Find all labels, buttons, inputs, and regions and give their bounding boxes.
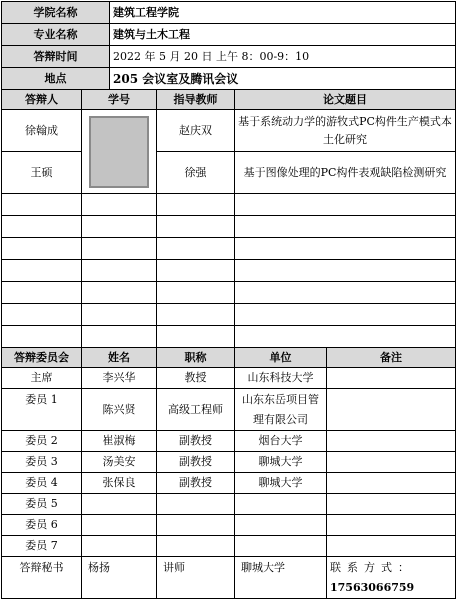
major-label: 专业名称 <box>2 24 110 46</box>
students-header-defender: 答辩人 <box>2 90 82 110</box>
empty-cell <box>235 238 456 260</box>
students-header-id: 学号 <box>82 90 157 110</box>
secretary-rank: 讲师 <box>157 557 235 599</box>
student-thesis-title: 基于系统动力学的游牧式PC构件生产模式本土化研究 <box>235 110 456 152</box>
student-advisor: 徐强 <box>157 152 235 194</box>
empty-cell <box>157 238 235 260</box>
student-name: 徐翰成 <box>2 110 82 152</box>
empty-cell <box>2 238 82 260</box>
committee-notes <box>327 473 456 494</box>
committee-role: 委员 6 <box>2 515 82 536</box>
committee-role: 主席 <box>2 368 82 389</box>
empty-cell <box>2 326 82 348</box>
committee-unit <box>235 536 327 557</box>
empty-cell <box>235 304 456 326</box>
empty-cell <box>157 304 235 326</box>
committee-role: 委员 7 <box>2 536 82 557</box>
secretary-name: 杨扬 <box>82 557 157 599</box>
students-table <box>1 89 456 348</box>
empty-cell <box>157 326 235 348</box>
student-id-cell <box>82 110 157 194</box>
empty-cell <box>157 216 235 238</box>
committee-header-notes: 备注 <box>327 348 456 368</box>
committee-notes <box>327 431 456 452</box>
empty-cell <box>82 216 157 238</box>
place-value: 205 会议室及腾讯会议 <box>110 68 456 90</box>
students-header-title: 论文题目 <box>235 90 456 110</box>
committee-rank: 高级工程师 <box>157 389 235 431</box>
defense-schedule-sheet <box>1 1 455 613</box>
student-name: 王硕 <box>2 152 82 194</box>
secretary-role: 答辩秘书 <box>2 557 82 599</box>
secretary-contact <box>327 557 456 599</box>
committee-unit: 聊城大学 <box>235 452 327 473</box>
committee-name: 汤美安 <box>82 452 157 473</box>
committee-rank <box>157 494 235 515</box>
committee-notes <box>327 452 456 473</box>
committee-notes <box>327 368 456 389</box>
empty-cell <box>2 304 82 326</box>
students-header-advisor: 指导教师 <box>157 90 235 110</box>
empty-cell <box>235 326 456 348</box>
empty-cell <box>82 282 157 304</box>
committee-role: 委员 4 <box>2 473 82 494</box>
committee-header-unit: 单位 <box>235 348 327 368</box>
empty-cell <box>2 216 82 238</box>
committee-unit: 聊城大学 <box>235 473 327 494</box>
time-value: 2022 年 5 月 20 日 上午 8：00-9：10 <box>110 46 456 68</box>
empty-cell <box>82 194 157 216</box>
empty-cell <box>82 238 157 260</box>
committee-name: 李兴华 <box>82 368 157 389</box>
committee-table <box>1 347 456 599</box>
committee-rank: 教授 <box>157 368 235 389</box>
committee-rank: 副教授 <box>157 473 235 494</box>
committee-name: 崔淑梅 <box>82 431 157 452</box>
committee-notes <box>327 536 456 557</box>
empty-cell <box>157 282 235 304</box>
committee-rank: 副教授 <box>157 431 235 452</box>
student-advisor: 赵庆双 <box>157 110 235 152</box>
secretary-contact-label: 联系方式： <box>330 560 415 574</box>
committee-name <box>82 515 157 536</box>
secretary-unit: 聊城大学 <box>235 557 327 599</box>
committee-unit: 山东科技大学 <box>235 368 327 389</box>
committee-role: 委员 1 <box>2 389 82 431</box>
major-value: 建筑与土木工程 <box>110 24 456 46</box>
empty-cell <box>235 282 456 304</box>
committee-unit <box>235 494 327 515</box>
info-table <box>1 1 456 90</box>
redacted-id-block <box>89 116 149 188</box>
committee-notes <box>327 389 456 431</box>
secretary-contact-phone: 17563066759 <box>330 580 415 594</box>
empty-cell <box>82 304 157 326</box>
school-label: 学院名称 <box>2 2 110 24</box>
committee-name: 张保良 <box>82 473 157 494</box>
committee-notes <box>327 494 456 515</box>
empty-cell <box>2 282 82 304</box>
committee-rank <box>157 515 235 536</box>
time-label: 答辩时间 <box>2 46 110 68</box>
committee-notes <box>327 515 456 536</box>
student-thesis-title: 基于图像处理的PC构件表观缺陷检测研究 <box>235 152 456 194</box>
committee-header-role: 答辩委员会 <box>2 348 82 368</box>
school-value: 建筑工程学院 <box>110 2 456 24</box>
place-label: 地点 <box>2 68 110 90</box>
empty-cell <box>82 260 157 282</box>
empty-cell <box>157 194 235 216</box>
empty-cell <box>235 194 456 216</box>
committee-unit: 山东东岳项目管理有限公司 <box>235 389 327 431</box>
committee-role: 委员 3 <box>2 452 82 473</box>
empty-cell <box>235 216 456 238</box>
committee-rank <box>157 536 235 557</box>
committee-role: 委员 2 <box>2 431 82 452</box>
empty-cell <box>2 194 82 216</box>
empty-cell <box>157 260 235 282</box>
committee-unit: 烟台大学 <box>235 431 327 452</box>
empty-cell <box>2 260 82 282</box>
committee-name <box>82 494 157 515</box>
committee-role: 委员 5 <box>2 494 82 515</box>
committee-name: 陈兴贤 <box>82 389 157 431</box>
committee-name <box>82 536 157 557</box>
committee-unit <box>235 515 327 536</box>
committee-rank: 副教授 <box>157 452 235 473</box>
empty-cell <box>82 326 157 348</box>
committee-header-name: 姓名 <box>82 348 157 368</box>
committee-header-rank: 职称 <box>157 348 235 368</box>
empty-cell <box>235 260 456 282</box>
